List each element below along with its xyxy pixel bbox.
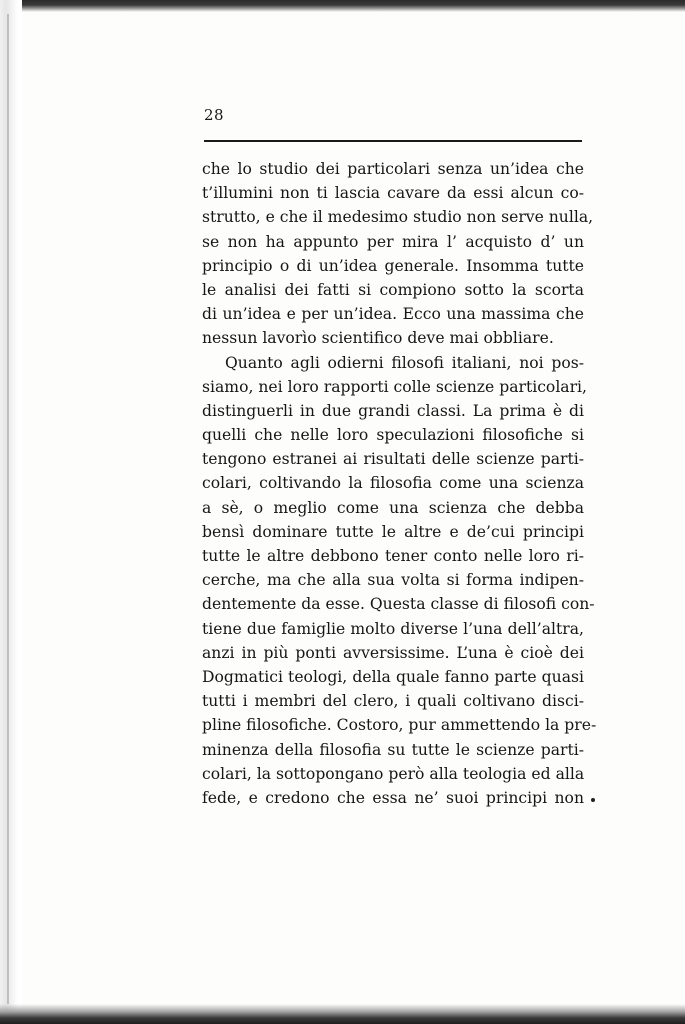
text-line: dentemente da esse. Questa classe di filosofi con- [202, 595, 595, 614]
page-number: 28 [204, 106, 225, 124]
text-line: di un’idea e per un’idea. Ecco una massima che [202, 305, 584, 324]
text-line: tiene due famiglie molto diverse l’una dell’altra, [202, 619, 584, 638]
text-line: tutte le altre debbono tener conto nelle loro ri- [202, 547, 584, 565]
text-line: Dogmatici teologi, della quale fanno parte quasi [202, 667, 584, 686]
page-bottom-edge [0, 1004, 685, 1024]
text-line: strutto, e che il medesimo studio non serve nulla, [202, 208, 594, 227]
text-line: fede, e credono che essa ne’ suoi principi non [202, 788, 584, 807]
text-line: t’illumini non ti lascia cavare da essi alcun co- [202, 184, 584, 203]
text-line: nessun lavorìo scientifico deve mai obbliare. [202, 329, 554, 348]
page-top-edge [0, 0, 685, 12]
text-line: pline filosofiche. Costoro, pur ammettendo la pre- [202, 716, 597, 735]
header-rule [204, 140, 582, 142]
text-line: minenza della filosofia su tutte le scienze parti- [202, 740, 584, 759]
text-line: se non ha appunto per mira l’ acquisto d’ un [202, 232, 584, 251]
text-line: colari, coltivando la filosofia come una scienza [202, 474, 584, 493]
body-text [202, 157, 597, 810]
ink-speck [591, 798, 595, 802]
text-line: bensì dominare tutte le altre e de’cui principi [202, 522, 584, 541]
text-line: che lo studio dei particolari senza un’idea che [202, 160, 584, 178]
text-line: anzi in più ponti avversissime. L’una è cioè dei [202, 643, 584, 662]
text-line: tengono estranei ai risultati delle scienze parti- [202, 450, 584, 469]
text-line: siamo, nei loro rapporti colle scienze particolari, [202, 377, 588, 396]
text-line: Quanto agli odierni filosofi italiani, noi pos- [225, 353, 584, 372]
text-line: principio o di un’idea generale. Insomma tutte [202, 256, 584, 275]
page-left-edge [0, 0, 22, 1024]
binding-shadow [7, 14, 9, 1004]
text-line: distinguerli in due grandi classi. La prima è di [202, 401, 584, 420]
text-line: tutti i membri del clero, i quali coltivano disci- [202, 692, 584, 711]
text-line: quelli che nelle loro speculazioni filosofiche si [202, 426, 584, 445]
text-line: cerche, ma che alla sua volta si forma indipen- [202, 571, 584, 590]
text-line: a sè, o meglio come una scienza che debba [202, 498, 584, 517]
text-line: le analisi dei fatti si compiono sotto la scorta [202, 280, 584, 299]
text-line: colari, la sottopongano però alla teologia ed alla [202, 764, 585, 783]
